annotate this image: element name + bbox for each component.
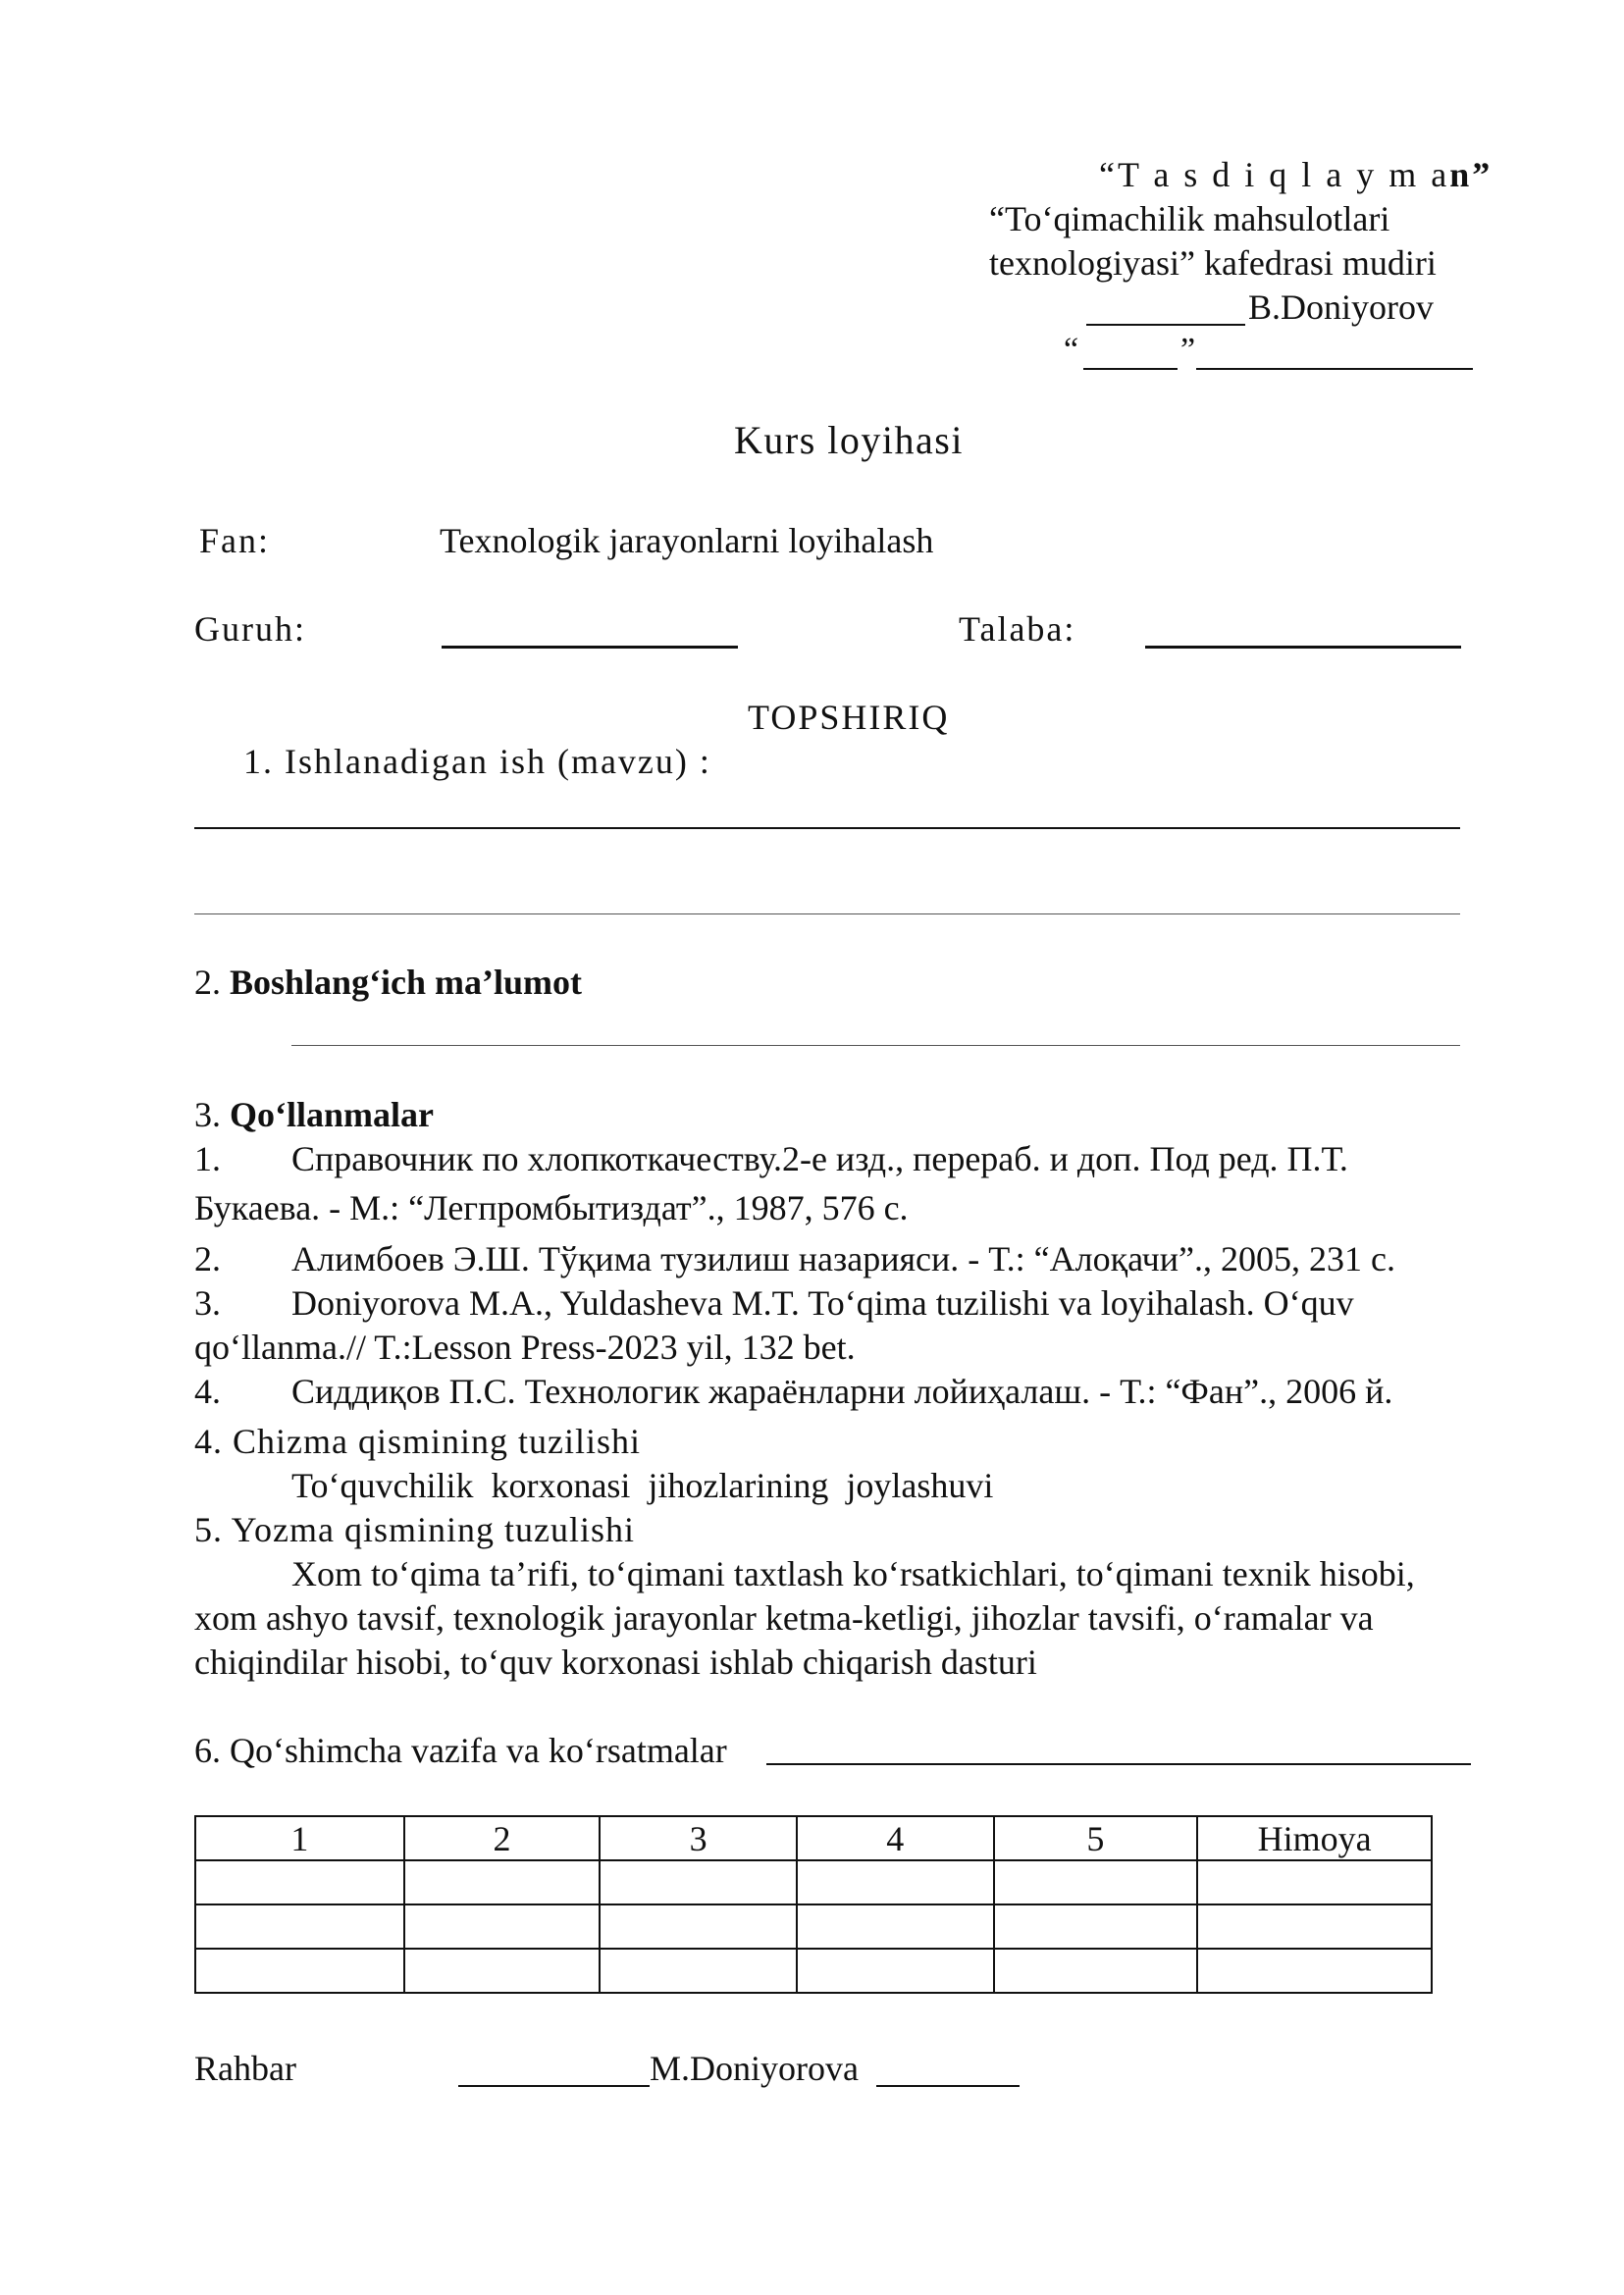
item-2-number: 2.: [194, 963, 230, 1002]
item-1-topic: 1. Ishlanadigan ish (mavzu) :: [243, 742, 711, 781]
item-5-heading: 5. Yozma qismining tuzulishi: [194, 1510, 636, 1549]
approval-heading-bold: n”: [1449, 155, 1493, 194]
grade-table-cell: [994, 1904, 1198, 1949]
ref-1-line-2: Букаева. - М.: “Легпромбытиздат”., 1987, 576 с.: [194, 1188, 909, 1227]
ref-4-number: 4.: [194, 1372, 221, 1411]
approval-date-open-quote: “: [1064, 332, 1079, 368]
rahbar-signature-line-right: [876, 2085, 1020, 2087]
grade-table-cell: [600, 1860, 797, 1904]
ref-4-line-1: Сиддиқов П.С. Технологик жараёнларни лойиҳалаш. - Т.: “Фан”., 2006 й.: [291, 1372, 1393, 1411]
item-4-body: To‘quvchilik korxonasi jihozlarining joylashuvi: [291, 1466, 994, 1505]
grade-table-header-cell: 4: [797, 1816, 994, 1860]
grade-table-cell: [404, 1904, 601, 1949]
grade-table-header-cell: 1: [195, 1816, 404, 1860]
rahbar-label: Rahbar: [194, 2049, 296, 2088]
grade-table-header-cell: 2: [404, 1816, 601, 1860]
item-5-body-line-3: chiqindilar hisobi, to‘quv korxonasi ishlab chiqarish dasturi: [194, 1643, 1037, 1682]
item-3-heading: [194, 1093, 434, 1136]
grade-table-cell: [404, 1860, 601, 1904]
item-3-number: 3.: [194, 1095, 230, 1134]
grade-table-cell: [994, 1860, 1198, 1904]
grade-table-cell: [797, 1949, 994, 1993]
grade-table-cell: [1197, 1904, 1432, 1949]
item-6-heading: 6. Qo‘shimcha vazifa va ko‘rsatmalar: [194, 1731, 727, 1770]
grade-table-cell: [1197, 1949, 1432, 1993]
rahbar-signature-line-left: [458, 2085, 650, 2087]
ref-3-number: 3.: [194, 1283, 221, 1323]
grade-table-row: [195, 1860, 1432, 1904]
ref-2-line-1: Алимбоев Э.Ш. Тўқима тузилиш назарияси. - Т.: “Алоқачи”., 2005, 231 с.: [291, 1239, 1395, 1278]
approval-line-2: texnologiyasi” kafedrasi mudiri: [989, 243, 1437, 283]
grade-table-header-cell: 3: [600, 1816, 797, 1860]
approval-date-close-quote: ”: [1180, 332, 1196, 368]
grade-table: [194, 1815, 1433, 1994]
grade-table-cell: [404, 1949, 601, 1993]
talaba-blank-line: [1145, 646, 1461, 649]
topic-line-2: [194, 913, 1460, 914]
approval-heading: [1099, 153, 1493, 196]
ref-3-line-1: Doniyorova M.A., Yuldasheva M.T. To‘qima tuzilishi va loyihalash. O‘quv: [291, 1283, 1354, 1323]
approval-signature-name: B.Doniyorov: [1248, 287, 1434, 327]
guruh-blank-line: [442, 646, 738, 649]
topshiriq-heading: TOPSHIRIQ: [748, 698, 950, 737]
ref-1-line-1: Справочник по хлопкоткачеству.2-е изд., перераб. и доп. Под ред. П.Т.: [291, 1139, 1348, 1178]
grade-table-header-cell: Himoya: [1197, 1816, 1432, 1860]
talaba-label: Talaba:: [959, 609, 1076, 649]
topic-line-1: [194, 827, 1460, 829]
grade-table-row: [195, 1949, 1432, 1993]
grade-table-cell: [600, 1949, 797, 1993]
grade-table-cell: [600, 1904, 797, 1949]
item-2-blank-line: [291, 1045, 1460, 1046]
grade-table-header-cell: 5: [994, 1816, 1198, 1860]
grade-table-cell: [994, 1949, 1198, 1993]
approval-line-1: “To‘qimachilik mahsulotlari: [989, 199, 1390, 238]
ref-3-line-2: qo‘llanma.// T.:Lesson Press-2023 yil, 132 bet.: [194, 1328, 856, 1367]
ref-1-number: 1.: [194, 1139, 221, 1178]
fan-label: Fan:: [199, 521, 271, 560]
item-2-title: Boshlang‘ich ma’lumot: [230, 963, 583, 1002]
grade-table-cell: [195, 1860, 404, 1904]
item-3-title: Qo‘llanmalar: [230, 1095, 434, 1134]
item-4-heading: 4. Chizma qismining tuzilishi: [194, 1422, 641, 1461]
rahbar-name: M.Doniyorova: [650, 2049, 859, 2088]
grade-table-row: [195, 1904, 1432, 1949]
approval-date-month-line: [1196, 368, 1473, 370]
approval-date-day-line: [1083, 368, 1178, 370]
item-2-heading: [194, 961, 582, 1004]
grade-table-header-row: [195, 1816, 1432, 1860]
guruh-label: Guruh:: [194, 609, 306, 649]
item-5-body-line-2: xom ashyo tavsif, texnologik jarayonlar ketma-ketligi, jihozlar tavsifi, o‘ramalar va: [194, 1598, 1374, 1638]
grade-table-cell: [1197, 1860, 1432, 1904]
approval-heading-text: “T a s d i q l a y m a: [1099, 155, 1450, 194]
grade-table-cell: [195, 1904, 404, 1949]
item-6-blank-line: [766, 1763, 1471, 1765]
grade-table-cell: [797, 1904, 994, 1949]
ref-2-number: 2.: [194, 1239, 221, 1278]
fan-value: Texnologik jarayonlarni loyihalash: [440, 521, 934, 560]
grade-table-cell: [797, 1860, 994, 1904]
grade-table-cell: [195, 1949, 404, 1993]
page-title: Kurs loyihasi: [734, 418, 964, 462]
item-5-body-line-1: Xom to‘qima ta’rifi, to‘qimani taxtlash ko‘rsatkichlari, to‘qimani texnik hisobi,: [291, 1554, 1415, 1593]
approval-signature-line: [1086, 324, 1245, 326]
